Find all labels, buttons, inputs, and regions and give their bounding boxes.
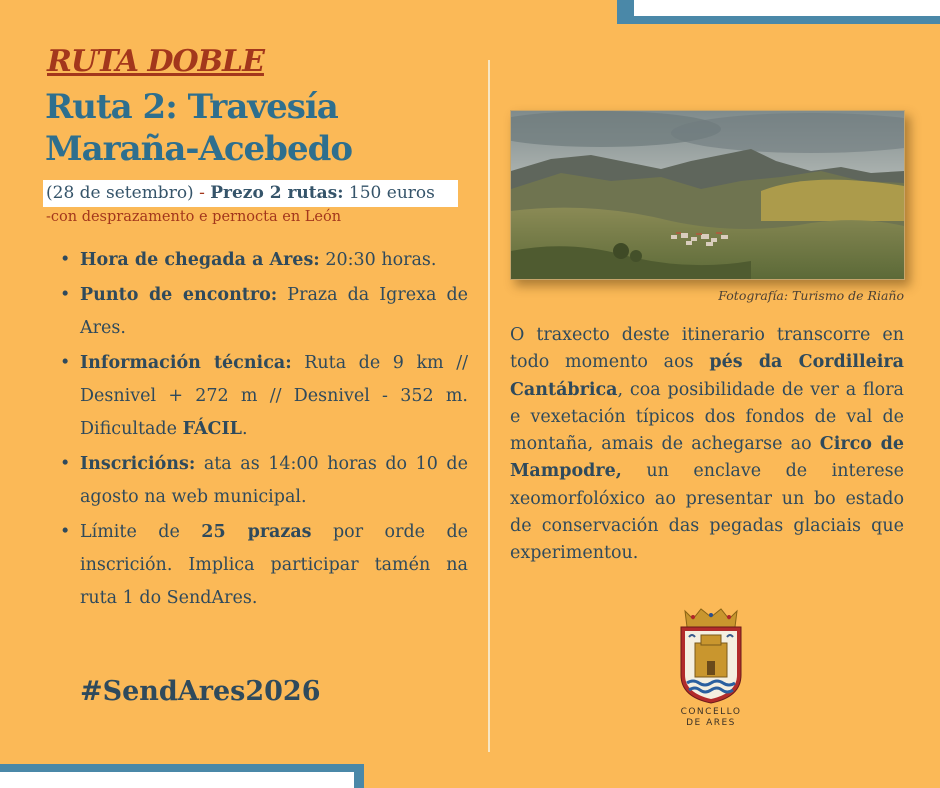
landscape-photo bbox=[510, 110, 905, 280]
detail-places: 25 prazas bbox=[201, 522, 312, 542]
detail-label: Hora de chegada a Ares: bbox=[80, 250, 320, 270]
detail-registration bbox=[58, 448, 468, 514]
route-kicker: RUTA DOBLE bbox=[47, 44, 264, 79]
details-list bbox=[58, 244, 468, 617]
photo-caption: Fotografía: Turismo de Riaño bbox=[718, 288, 904, 303]
hashtag: #SendAres2026 bbox=[80, 676, 321, 707]
column-divider bbox=[488, 60, 490, 752]
crest-label-line-2: DE ARES bbox=[686, 718, 736, 728]
price-subnote: -con desprazamento e pernocta en León bbox=[46, 209, 342, 225]
detail-arrival-time bbox=[58, 244, 468, 277]
description-highlight: Circo de Mampodre, bbox=[510, 434, 904, 482]
detail-text: ata as 14:00 horas do 10 de agosto na web municipal. bbox=[80, 454, 468, 507]
crest-label-line-1: CONCELLO bbox=[680, 707, 742, 717]
detail-text: por orde de inscrición. Implica participar tamén na ruta 1 do SendAres. bbox=[80, 522, 469, 608]
landscape-illustration bbox=[511, 111, 904, 279]
price-separator: - bbox=[193, 183, 211, 203]
detail-text: 20:30 horas. bbox=[319, 250, 437, 270]
decorative-bar-top-inner bbox=[634, 0, 940, 16]
decorative-bar-bottom-inner bbox=[0, 772, 354, 788]
detail-text: Praza da Igrexa de Ares. bbox=[80, 285, 469, 338]
price-label: Prezo 2 rutas: bbox=[210, 183, 344, 203]
event-date: (28 de setembro) bbox=[46, 183, 194, 203]
detail-label: Punto de encontro: bbox=[80, 285, 278, 305]
title-line-1: Ruta 2: Travesía bbox=[45, 87, 338, 127]
detail-label: Inscricións: bbox=[80, 454, 196, 474]
description-text: un enclave de interese xeomorfolóxico ao presentar un bo estado de conservación das pegadas glaciais que experimentou. bbox=[510, 461, 904, 564]
detail-difficulty: FÁCIL bbox=[182, 419, 242, 439]
crest-label bbox=[670, 707, 752, 729]
detail-text: Ruta de 9 km // Desnivel + 272 m // Desnivel - 352 m. Dificultade bbox=[80, 353, 468, 439]
price-value: 150 euros bbox=[343, 183, 435, 203]
detail-label: Información técnica: bbox=[80, 353, 292, 373]
detail-text: . bbox=[241, 419, 248, 439]
detail-technical-info bbox=[58, 347, 468, 446]
page-title bbox=[45, 86, 465, 170]
route-description bbox=[510, 322, 904, 568]
title-line-2: Maraña-Acebedo bbox=[45, 129, 353, 169]
description-text: , coa posibilidade de ver a flora e vexetación típicos dos fondos de val de montaña, amais de achegarse ao bbox=[510, 379, 904, 455]
detail-capacity bbox=[58, 516, 468, 615]
description-text: O traxecto deste itinerario transcorre en todo momento aos bbox=[510, 325, 904, 373]
description-highlight: pés da Cordilleira Cantábrica bbox=[510, 352, 904, 400]
municipal-crest-icon bbox=[673, 605, 749, 705]
price-bar bbox=[43, 180, 458, 207]
detail-meeting-point bbox=[58, 279, 468, 345]
detail-text: Límite de bbox=[80, 522, 202, 542]
